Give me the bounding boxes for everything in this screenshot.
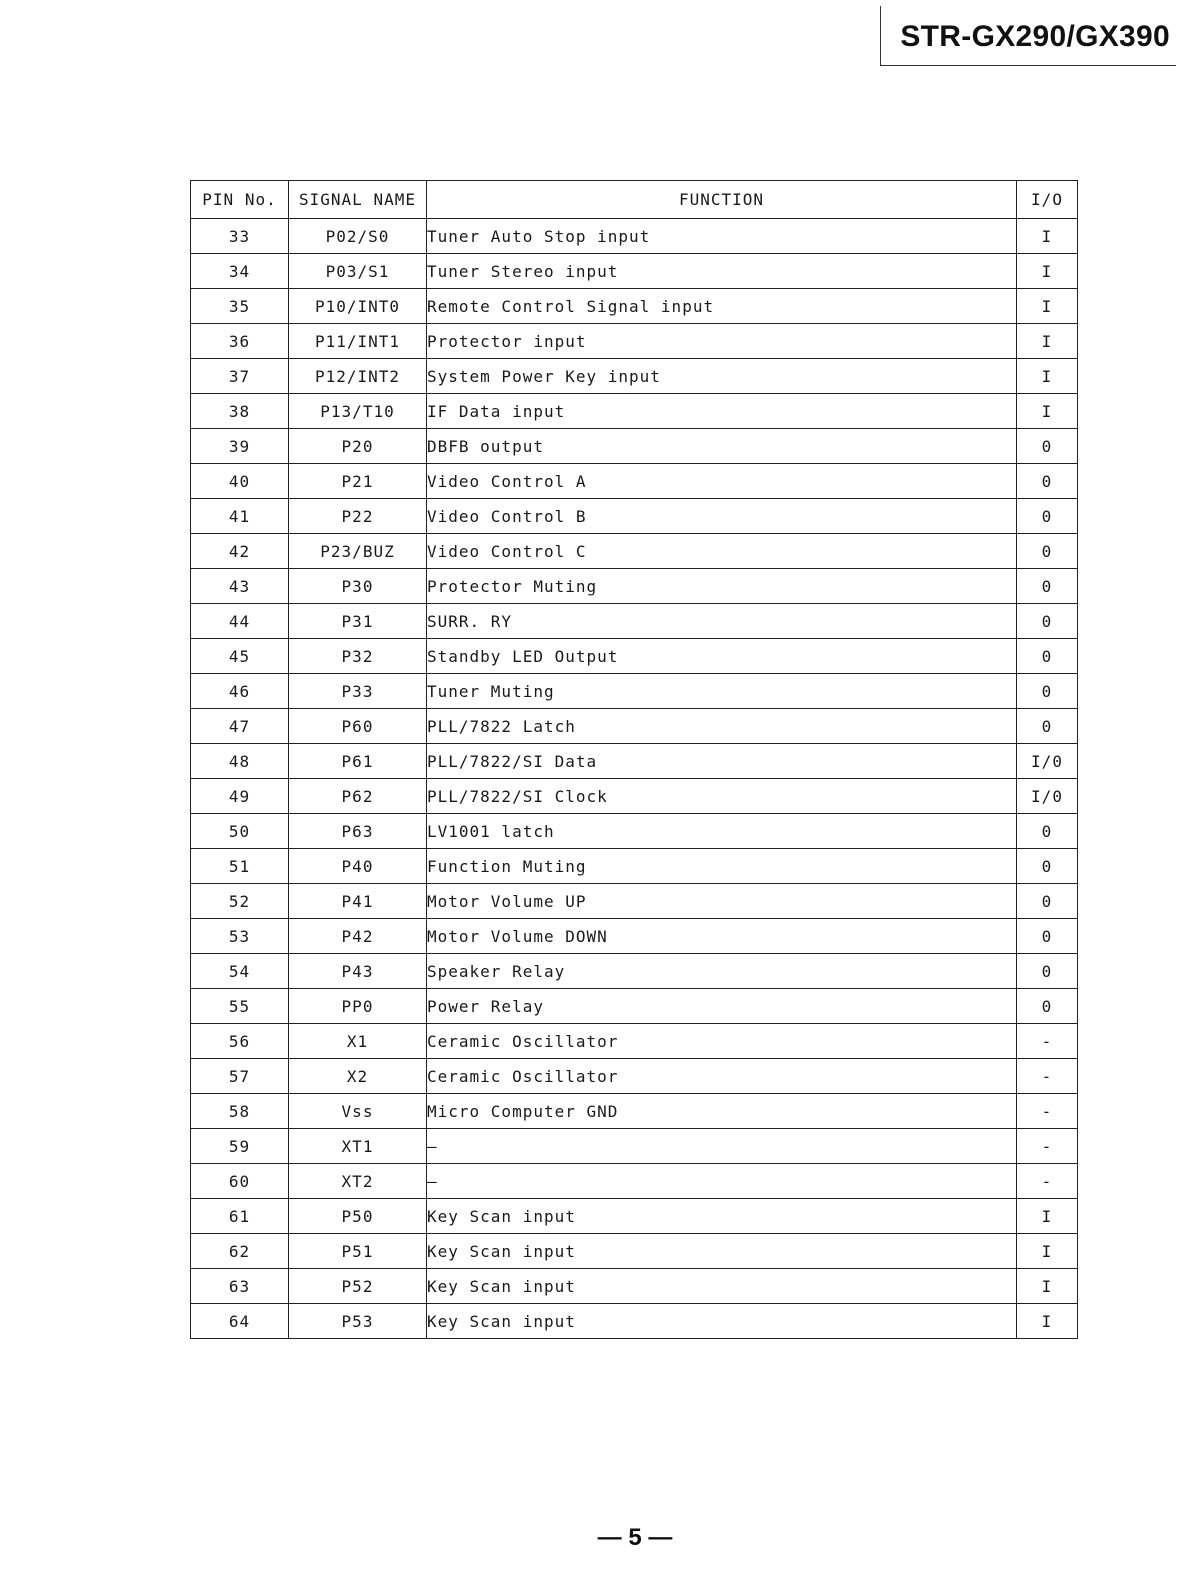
function-cell: Key Scan input bbox=[427, 1234, 1017, 1269]
function-cell: Motor Volume DOWN bbox=[427, 919, 1017, 954]
signal-name-cell: P22 bbox=[289, 499, 427, 534]
signal-name-cell: P11/INT1 bbox=[289, 324, 427, 359]
pin-function-table bbox=[190, 180, 1078, 1339]
signal-name-cell: P62 bbox=[289, 779, 427, 814]
function-cell: PLL/7822/SI Clock bbox=[427, 779, 1017, 814]
pin-cell: 45 bbox=[191, 639, 289, 674]
io-cell: I/0 bbox=[1017, 779, 1078, 814]
io-cell: 0 bbox=[1017, 464, 1078, 499]
pin-cell: 38 bbox=[191, 394, 289, 429]
pin-cell: 58 bbox=[191, 1094, 289, 1129]
table-row bbox=[191, 674, 1078, 709]
pin-cell: 40 bbox=[191, 464, 289, 499]
io-cell: I bbox=[1017, 359, 1078, 394]
table-row bbox=[191, 1234, 1078, 1269]
pin-cell: 34 bbox=[191, 254, 289, 289]
pin-cell: 52 bbox=[191, 884, 289, 919]
model-title: STR-GX290/GX390 bbox=[900, 20, 1170, 53]
io-cell: 0 bbox=[1017, 989, 1078, 1024]
table-row bbox=[191, 534, 1078, 569]
column-header-pin: PIN No. bbox=[191, 181, 289, 219]
signal-name-cell: P23/BUZ bbox=[289, 534, 427, 569]
pin-cell: 51 bbox=[191, 849, 289, 884]
table-row bbox=[191, 569, 1078, 604]
signal-name-cell: P13/T10 bbox=[289, 394, 427, 429]
io-cell: I bbox=[1017, 289, 1078, 324]
io-cell: 0 bbox=[1017, 534, 1078, 569]
table-row bbox=[191, 639, 1078, 674]
function-cell: Micro Computer GND bbox=[427, 1094, 1017, 1129]
function-cell: Key Scan input bbox=[427, 1304, 1017, 1339]
table-row bbox=[191, 359, 1078, 394]
pin-cell: 35 bbox=[191, 289, 289, 324]
table-row bbox=[191, 219, 1078, 254]
function-cell: Motor Volume UP bbox=[427, 884, 1017, 919]
signal-name-cell: P42 bbox=[289, 919, 427, 954]
page-number: — 5 — bbox=[597, 1524, 673, 1551]
io-cell: I/0 bbox=[1017, 744, 1078, 779]
io-cell: 0 bbox=[1017, 674, 1078, 709]
function-cell: PLL/7822 Latch bbox=[427, 709, 1017, 744]
table-row bbox=[191, 324, 1078, 359]
column-header-io: I/O bbox=[1017, 181, 1078, 219]
function-cell: LV1001 latch bbox=[427, 814, 1017, 849]
column-header-signal: SIGNAL NAME bbox=[289, 181, 427, 219]
io-cell: 0 bbox=[1017, 709, 1078, 744]
function-cell: — bbox=[427, 1129, 1017, 1164]
io-cell: 0 bbox=[1017, 849, 1078, 884]
function-cell: Video Control C bbox=[427, 534, 1017, 569]
pin-cell: 61 bbox=[191, 1199, 289, 1234]
pin-cell: 48 bbox=[191, 744, 289, 779]
header-box bbox=[880, 6, 1176, 66]
io-cell: I bbox=[1017, 394, 1078, 429]
table-row bbox=[191, 604, 1078, 639]
column-header-function: FUNCTION bbox=[427, 181, 1017, 219]
io-cell: I bbox=[1017, 1269, 1078, 1304]
io-cell: I bbox=[1017, 1234, 1078, 1269]
table-row bbox=[191, 814, 1078, 849]
io-cell: I bbox=[1017, 1304, 1078, 1339]
table-row bbox=[191, 1094, 1078, 1129]
signal-name-cell: P41 bbox=[289, 884, 427, 919]
io-cell: - bbox=[1017, 1059, 1078, 1094]
io-cell: 0 bbox=[1017, 884, 1078, 919]
io-cell: I bbox=[1017, 219, 1078, 254]
function-cell: Speaker Relay bbox=[427, 954, 1017, 989]
function-cell: PLL/7822/SI Data bbox=[427, 744, 1017, 779]
function-cell: Tuner Stereo input bbox=[427, 254, 1017, 289]
function-cell: Protector Muting bbox=[427, 569, 1017, 604]
function-cell: IF Data input bbox=[427, 394, 1017, 429]
function-cell: Video Control B bbox=[427, 499, 1017, 534]
function-cell: DBFB output bbox=[427, 429, 1017, 464]
pin-cell: 33 bbox=[191, 219, 289, 254]
table-row bbox=[191, 429, 1078, 464]
pin-cell: 37 bbox=[191, 359, 289, 394]
function-cell: Remote Control Signal input bbox=[427, 289, 1017, 324]
signal-name-cell: XT1 bbox=[289, 1129, 427, 1164]
signal-name-cell: XT2 bbox=[289, 1164, 427, 1199]
table-row bbox=[191, 919, 1078, 954]
pin-cell: 63 bbox=[191, 1269, 289, 1304]
io-cell: - bbox=[1017, 1094, 1078, 1129]
function-cell: Ceramic Oscillator bbox=[427, 1024, 1017, 1059]
pin-cell: 39 bbox=[191, 429, 289, 464]
function-cell: Function Muting bbox=[427, 849, 1017, 884]
signal-name-cell: P21 bbox=[289, 464, 427, 499]
signal-name-cell: X2 bbox=[289, 1059, 427, 1094]
function-cell: Key Scan input bbox=[427, 1269, 1017, 1304]
table-row bbox=[191, 254, 1078, 289]
pin-cell: 53 bbox=[191, 919, 289, 954]
signal-name-cell: Vss bbox=[289, 1094, 427, 1129]
function-cell: Tuner Muting bbox=[427, 674, 1017, 709]
signal-name-cell: P50 bbox=[289, 1199, 427, 1234]
table-row bbox=[191, 1024, 1078, 1059]
signal-name-cell: P51 bbox=[289, 1234, 427, 1269]
function-cell: Video Control A bbox=[427, 464, 1017, 499]
io-cell: I bbox=[1017, 1199, 1078, 1234]
io-cell: - bbox=[1017, 1129, 1078, 1164]
table-row bbox=[191, 709, 1078, 744]
pin-cell: 42 bbox=[191, 534, 289, 569]
signal-name-cell: P30 bbox=[289, 569, 427, 604]
function-cell: Standby LED Output bbox=[427, 639, 1017, 674]
signal-name-cell: P52 bbox=[289, 1269, 427, 1304]
pin-cell: 55 bbox=[191, 989, 289, 1024]
function-cell: Power Relay bbox=[427, 989, 1017, 1024]
signal-name-cell: P53 bbox=[289, 1304, 427, 1339]
table-row bbox=[191, 779, 1078, 814]
table-row bbox=[191, 464, 1078, 499]
function-cell: System Power Key input bbox=[427, 359, 1017, 394]
function-cell: Tuner Auto Stop input bbox=[427, 219, 1017, 254]
signal-name-cell: P40 bbox=[289, 849, 427, 884]
pin-cell: 41 bbox=[191, 499, 289, 534]
io-cell: - bbox=[1017, 1164, 1078, 1199]
table-row bbox=[191, 1129, 1078, 1164]
signal-name-cell: PP0 bbox=[289, 989, 427, 1024]
pin-cell: 43 bbox=[191, 569, 289, 604]
function-cell: SURR. RY bbox=[427, 604, 1017, 639]
pin-cell: 47 bbox=[191, 709, 289, 744]
table-row bbox=[191, 989, 1078, 1024]
io-cell: 0 bbox=[1017, 919, 1078, 954]
signal-name-cell: P61 bbox=[289, 744, 427, 779]
signal-name-cell: P31 bbox=[289, 604, 427, 639]
signal-name-cell: P60 bbox=[289, 709, 427, 744]
io-cell: 0 bbox=[1017, 604, 1078, 639]
signal-name-cell: P12/INT2 bbox=[289, 359, 427, 394]
io-cell: 0 bbox=[1017, 814, 1078, 849]
table-row bbox=[191, 744, 1078, 779]
pin-cell: 57 bbox=[191, 1059, 289, 1094]
signal-name-cell: P03/S1 bbox=[289, 254, 427, 289]
pin-cell: 60 bbox=[191, 1164, 289, 1199]
pin-cell: 50 bbox=[191, 814, 289, 849]
table-row bbox=[191, 884, 1078, 919]
pin-cell: 59 bbox=[191, 1129, 289, 1164]
signal-name-cell: X1 bbox=[289, 1024, 427, 1059]
signal-name-cell: P32 bbox=[289, 639, 427, 674]
io-cell: I bbox=[1017, 254, 1078, 289]
table-row bbox=[191, 849, 1078, 884]
function-cell: — bbox=[427, 1164, 1017, 1199]
function-cell: Protector input bbox=[427, 324, 1017, 359]
io-cell: 0 bbox=[1017, 499, 1078, 534]
table-row bbox=[191, 499, 1078, 534]
table-row bbox=[191, 954, 1078, 989]
table-row bbox=[191, 1059, 1078, 1094]
signal-name-cell: P20 bbox=[289, 429, 427, 464]
table-row bbox=[191, 289, 1078, 324]
signal-name-cell: P63 bbox=[289, 814, 427, 849]
table-row bbox=[191, 1164, 1078, 1199]
pin-cell: 44 bbox=[191, 604, 289, 639]
io-cell: 0 bbox=[1017, 954, 1078, 989]
io-cell: 0 bbox=[1017, 639, 1078, 674]
function-cell: Key Scan input bbox=[427, 1199, 1017, 1234]
io-cell: I bbox=[1017, 324, 1078, 359]
table-header-row bbox=[191, 181, 1078, 219]
pin-cell: 36 bbox=[191, 324, 289, 359]
io-cell: - bbox=[1017, 1024, 1078, 1059]
table-row bbox=[191, 1269, 1078, 1304]
function-cell: Ceramic Oscillator bbox=[427, 1059, 1017, 1094]
pin-cell: 56 bbox=[191, 1024, 289, 1059]
table-row bbox=[191, 1199, 1078, 1234]
table-row bbox=[191, 394, 1078, 429]
pin-cell: 62 bbox=[191, 1234, 289, 1269]
pin-cell: 54 bbox=[191, 954, 289, 989]
pin-cell: 46 bbox=[191, 674, 289, 709]
io-cell: 0 bbox=[1017, 569, 1078, 604]
pin-cell: 64 bbox=[191, 1304, 289, 1339]
signal-name-cell: P02/S0 bbox=[289, 219, 427, 254]
pin-cell: 49 bbox=[191, 779, 289, 814]
table-body bbox=[191, 219, 1078, 1339]
signal-name-cell: P43 bbox=[289, 954, 427, 989]
signal-name-cell: P33 bbox=[289, 674, 427, 709]
table-row bbox=[191, 1304, 1078, 1339]
signal-name-cell: P10/INT0 bbox=[289, 289, 427, 324]
io-cell: 0 bbox=[1017, 429, 1078, 464]
